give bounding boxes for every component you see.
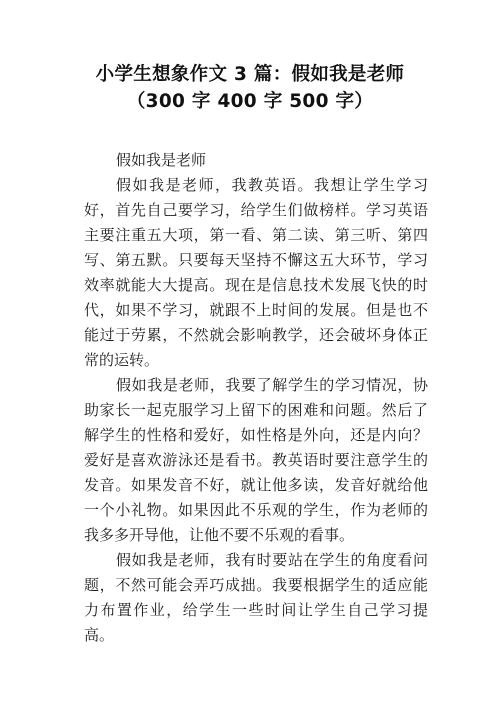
paragraph: 假如我是老师，我教英语。我想让学生学习好，首先自己要学习，给学生们做榜样。学习英语主要注重五大项，第一看、第二读、第三听、第四写、第五默。只要每天坚持不懈这五大环节，学习效率就能大大提高。现在是信息技术发展飞快的时代，如果不学习，就跟不上时间的发展。但是也不能过于劳累，不然就会影响教学，还会破坏身体正常的运转。 (84, 176, 428, 369)
document-subtitle: （300 字 400 字 500 字） (126, 91, 374, 112)
document-body (84, 148, 428, 648)
paragraph: 假如我是老师，我要了解学生的学习情况，协助家长一起克服学习上留下的困难和问题。然后了解学生的性格和爱好，如性格是外向，还是内向？爱好是喜欢游泳还是看书。教英语时要注意学生的发音。如果发音不好，就让他多读，发音好就给他一个小礼物。如果因此不乐观的学生，作为老师的我多多开导他，让他不要不乐观的看事。 (84, 376, 428, 544)
paragraph-heading: 假如我是老师 (116, 151, 207, 169)
document-title: 小学生想象作文 3 篇：假如我是老师 (95, 64, 405, 85)
paragraph: 假如我是老师，我有时要站在学生的角度看问题，不然可能会弄巧成拙。我要根据学生的适应能力布置作业，给学生一些时间让学生自己学习提高。 (84, 551, 428, 644)
